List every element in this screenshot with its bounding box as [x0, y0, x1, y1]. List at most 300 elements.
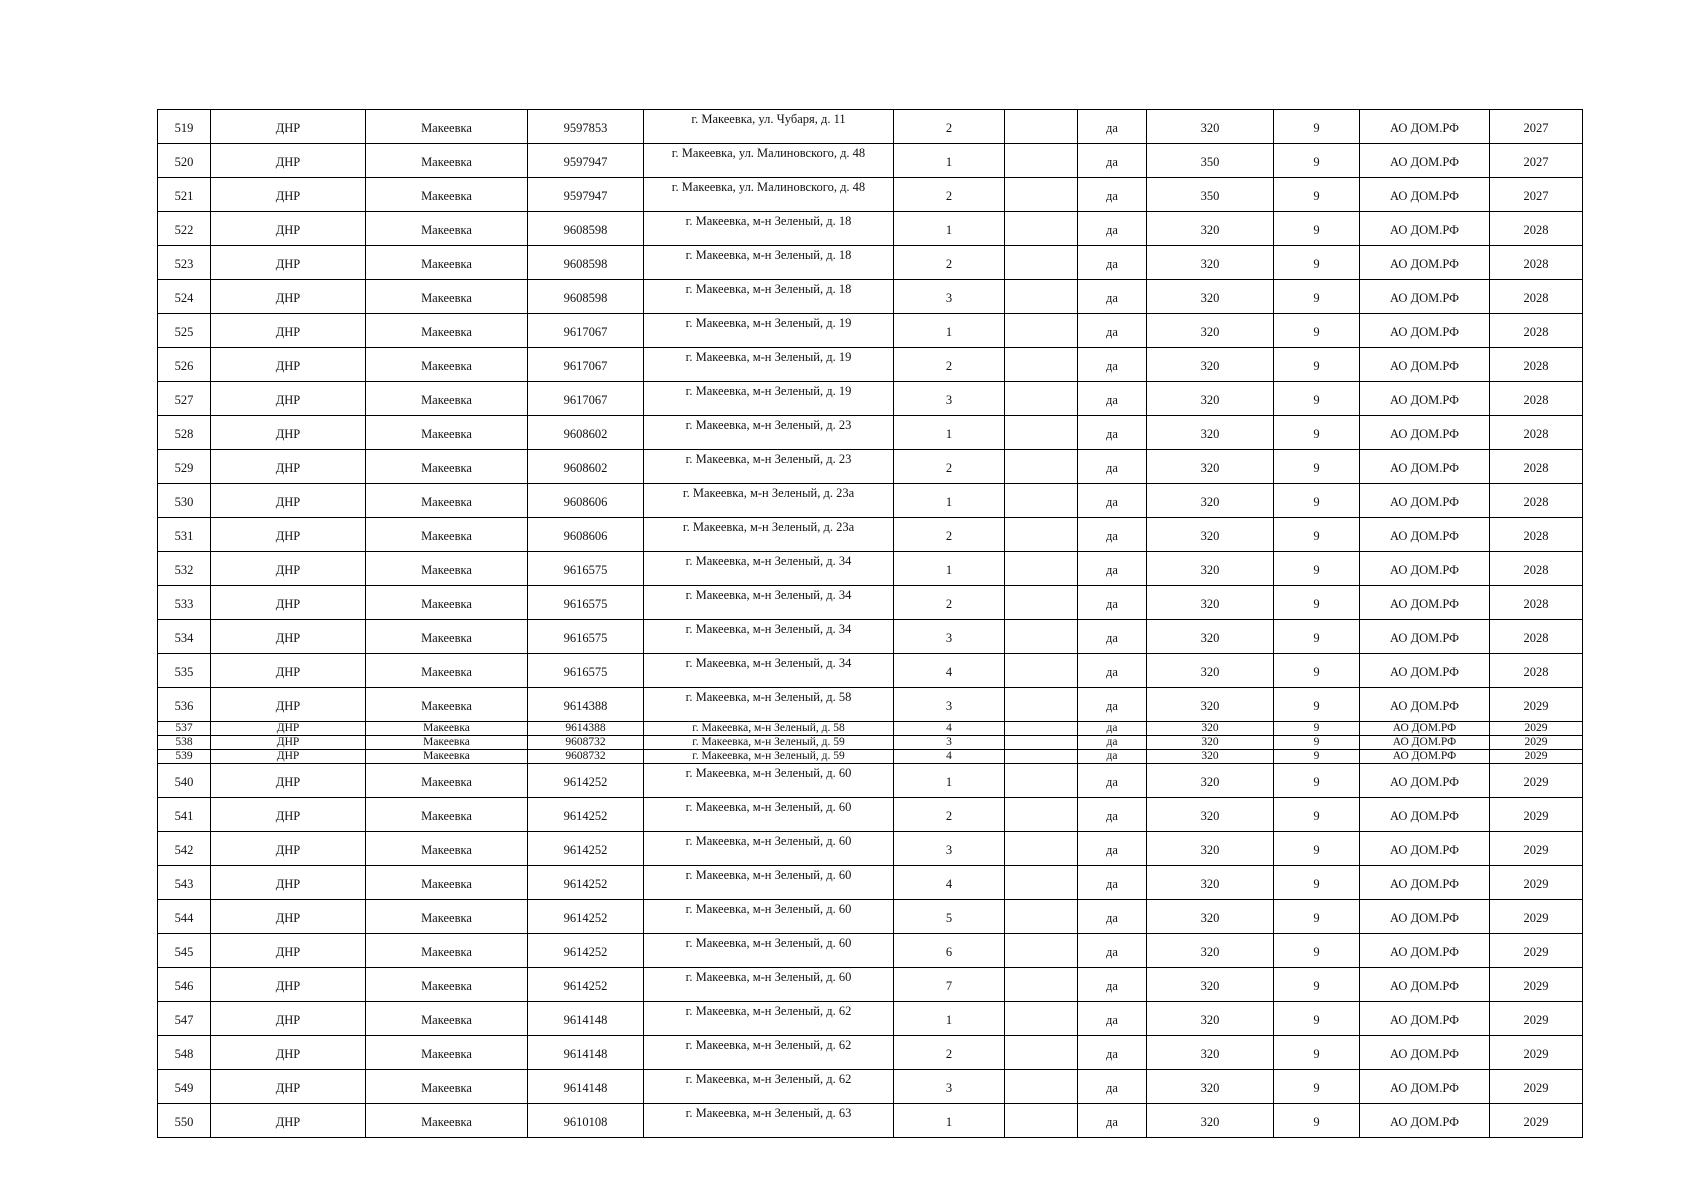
blank-cell: [1005, 1070, 1078, 1104]
address-cell: г. Макеевка, ул. Малиновского, д. 48: [644, 178, 894, 212]
address-cell: г. Макеевка, м-н Зеленый, д. 60: [644, 968, 894, 1002]
table-row: [158, 736, 1583, 750]
value-cell: 320: [1147, 450, 1274, 484]
year-cell: 2029: [1490, 750, 1583, 764]
row-number-cell: 530: [158, 484, 211, 518]
count-cell: 9: [1274, 246, 1360, 280]
object-id-cell: 9614252: [528, 832, 644, 866]
year-cell: 2029: [1490, 934, 1583, 968]
value-cell: 320: [1147, 382, 1274, 416]
count-cell: 9: [1274, 382, 1360, 416]
blank-cell: [1005, 348, 1078, 382]
region-cell: ДНР: [211, 178, 366, 212]
row-number-cell: 540: [158, 764, 211, 798]
count-cell: 9: [1274, 968, 1360, 1002]
organization-cell: АО ДОМ.РФ: [1360, 968, 1490, 1002]
city-cell: Макеевка: [366, 178, 528, 212]
year-cell: 2028: [1490, 518, 1583, 552]
object-id-cell: 9614148: [528, 1036, 644, 1070]
row-number-cell: 542: [158, 832, 211, 866]
region-cell: ДНР: [211, 416, 366, 450]
object-id-cell: 9597947: [528, 144, 644, 178]
city-cell: Макеевка: [366, 450, 528, 484]
address-cell: г. Макеевка, м-н Зеленый, д. 23а: [644, 484, 894, 518]
city-cell: Макеевка: [366, 764, 528, 798]
value-cell: 320: [1147, 764, 1274, 798]
row-number-cell: 520: [158, 144, 211, 178]
section-cell: 4: [894, 750, 1005, 764]
count-cell: 9: [1274, 688, 1360, 722]
organization-cell: АО ДОМ.РФ: [1360, 764, 1490, 798]
table-row: [158, 314, 1583, 348]
organization-cell: АО ДОМ.РФ: [1360, 832, 1490, 866]
blank-cell: [1005, 552, 1078, 586]
value-cell: 320: [1147, 586, 1274, 620]
region-cell: ДНР: [211, 866, 366, 900]
city-cell: Макеевка: [366, 722, 528, 736]
object-id-cell: 9614252: [528, 900, 644, 934]
city-cell: Макеевка: [366, 144, 528, 178]
object-id-cell: 9608732: [528, 750, 644, 764]
object-id-cell: 9608598: [528, 280, 644, 314]
address-cell: г. Макеевка, м-н Зеленый, д. 19: [644, 314, 894, 348]
region-cell: ДНР: [211, 900, 366, 934]
section-cell: 2: [894, 348, 1005, 382]
row-number-cell: 537: [158, 722, 211, 736]
flag-cell: да: [1078, 212, 1147, 246]
organization-cell: АО ДОМ.РФ: [1360, 586, 1490, 620]
region-cell: ДНР: [211, 1002, 366, 1036]
count-cell: 9: [1274, 750, 1360, 764]
address-cell: г. Макеевка, м-н Зеленый, д. 23: [644, 450, 894, 484]
table-row: [158, 144, 1583, 178]
value-cell: 320: [1147, 900, 1274, 934]
object-id-cell: 9614148: [528, 1070, 644, 1104]
table-row: [158, 934, 1583, 968]
document-page: [157, 109, 1582, 1138]
address-cell: г. Макеевка, м-н Зеленый, д. 34: [644, 552, 894, 586]
table-row: [158, 586, 1583, 620]
blank-cell: [1005, 722, 1078, 736]
region-cell: ДНР: [211, 280, 366, 314]
value-cell: 320: [1147, 1036, 1274, 1070]
count-cell: 9: [1274, 832, 1360, 866]
object-id-cell: 9617067: [528, 348, 644, 382]
section-cell: 3: [894, 1070, 1005, 1104]
year-cell: 2029: [1490, 832, 1583, 866]
region-cell: ДНР: [211, 586, 366, 620]
value-cell: 320: [1147, 552, 1274, 586]
city-cell: Макеевка: [366, 110, 528, 144]
blank-cell: [1005, 688, 1078, 722]
value-cell: 320: [1147, 1002, 1274, 1036]
count-cell: 9: [1274, 450, 1360, 484]
region-cell: ДНР: [211, 736, 366, 750]
year-cell: 2029: [1490, 1104, 1583, 1138]
row-number-cell: 519: [158, 110, 211, 144]
count-cell: 9: [1274, 518, 1360, 552]
section-cell: 1: [894, 1104, 1005, 1138]
flag-cell: да: [1078, 484, 1147, 518]
city-cell: Макеевка: [366, 314, 528, 348]
value-cell: 320: [1147, 314, 1274, 348]
region-cell: ДНР: [211, 518, 366, 552]
region-cell: ДНР: [211, 798, 366, 832]
table-row: [158, 866, 1583, 900]
row-number-cell: 544: [158, 900, 211, 934]
count-cell: 9: [1274, 178, 1360, 212]
organization-cell: АО ДОМ.РФ: [1360, 798, 1490, 832]
year-cell: 2028: [1490, 586, 1583, 620]
region-cell: ДНР: [211, 1036, 366, 1070]
flag-cell: да: [1078, 620, 1147, 654]
city-cell: Макеевка: [366, 246, 528, 280]
object-id-cell: 9614252: [528, 798, 644, 832]
count-cell: 9: [1274, 934, 1360, 968]
flag-cell: да: [1078, 750, 1147, 764]
table-row: [158, 552, 1583, 586]
value-cell: 320: [1147, 348, 1274, 382]
row-number-cell: 525: [158, 314, 211, 348]
count-cell: 9: [1274, 348, 1360, 382]
value-cell: 320: [1147, 484, 1274, 518]
blank-cell: [1005, 1002, 1078, 1036]
row-number-cell: 546: [158, 968, 211, 1002]
flag-cell: да: [1078, 280, 1147, 314]
section-cell: 4: [894, 866, 1005, 900]
section-cell: 3: [894, 832, 1005, 866]
organization-cell: АО ДОМ.РФ: [1360, 518, 1490, 552]
blank-cell: [1005, 900, 1078, 934]
row-number-cell: 526: [158, 348, 211, 382]
address-cell: г. Макеевка, м-н Зеленый, д. 62: [644, 1036, 894, 1070]
blank-cell: [1005, 736, 1078, 750]
year-cell: 2028: [1490, 246, 1583, 280]
section-cell: 1: [894, 212, 1005, 246]
value-cell: 320: [1147, 620, 1274, 654]
value-cell: 320: [1147, 518, 1274, 552]
count-cell: 9: [1274, 484, 1360, 518]
table-row: [158, 968, 1583, 1002]
value-cell: 350: [1147, 178, 1274, 212]
blank-cell: [1005, 764, 1078, 798]
row-number-cell: 527: [158, 382, 211, 416]
address-cell: г. Макеевка, м-н Зеленый, д. 62: [644, 1002, 894, 1036]
organization-cell: АО ДОМ.РФ: [1360, 314, 1490, 348]
address-cell: г. Макеевка, м-н Зеленый, д. 63: [644, 1104, 894, 1138]
value-cell: 320: [1147, 1104, 1274, 1138]
section-cell: 1: [894, 314, 1005, 348]
flag-cell: да: [1078, 348, 1147, 382]
section-cell: 4: [894, 722, 1005, 736]
object-id-cell: 9616575: [528, 552, 644, 586]
city-cell: Макеевка: [366, 688, 528, 722]
city-cell: Макеевка: [366, 654, 528, 688]
city-cell: Макеевка: [366, 968, 528, 1002]
organization-cell: АО ДОМ.РФ: [1360, 484, 1490, 518]
row-number-cell: 543: [158, 866, 211, 900]
blank-cell: [1005, 144, 1078, 178]
section-cell: 2: [894, 246, 1005, 280]
city-cell: Макеевка: [366, 934, 528, 968]
blank-cell: [1005, 586, 1078, 620]
section-cell: 1: [894, 1002, 1005, 1036]
year-cell: 2027: [1490, 144, 1583, 178]
address-cell: г. Макеевка, м-н Зеленый, д. 60: [644, 832, 894, 866]
object-id-cell: 9608606: [528, 518, 644, 552]
organization-cell: АО ДОМ.РФ: [1360, 620, 1490, 654]
address-cell: г. Макеевка, м-н Зеленый, д. 19: [644, 382, 894, 416]
organization-cell: АО ДОМ.РФ: [1360, 144, 1490, 178]
value-cell: 320: [1147, 736, 1274, 750]
table-row: [158, 764, 1583, 798]
organization-cell: АО ДОМ.РФ: [1360, 722, 1490, 736]
blank-cell: [1005, 968, 1078, 1002]
address-cell: г. Макеевка, м-н Зеленый, д. 59: [644, 750, 894, 764]
region-cell: ДНР: [211, 110, 366, 144]
blank-cell: [1005, 246, 1078, 280]
count-cell: 9: [1274, 1002, 1360, 1036]
region-cell: ДНР: [211, 450, 366, 484]
flag-cell: да: [1078, 382, 1147, 416]
value-cell: 320: [1147, 280, 1274, 314]
region-cell: ДНР: [211, 620, 366, 654]
region-cell: ДНР: [211, 654, 366, 688]
city-cell: Макеевка: [366, 900, 528, 934]
flag-cell: да: [1078, 518, 1147, 552]
table-row: [158, 212, 1583, 246]
section-cell: 1: [894, 552, 1005, 586]
value-cell: 320: [1147, 798, 1274, 832]
address-cell: г. Макеевка, м-н Зеленый, д. 59: [644, 736, 894, 750]
row-number-cell: 547: [158, 1002, 211, 1036]
flag-cell: да: [1078, 654, 1147, 688]
address-cell: г. Макеевка, м-н Зеленый, д. 62: [644, 1070, 894, 1104]
year-cell: 2027: [1490, 110, 1583, 144]
object-id-cell: 9597853: [528, 110, 644, 144]
count-cell: 9: [1274, 1036, 1360, 1070]
row-number-cell: 528: [158, 416, 211, 450]
address-cell: г. Макеевка, м-н Зеленый, д. 19: [644, 348, 894, 382]
section-cell: 3: [894, 382, 1005, 416]
organization-cell: АО ДОМ.РФ: [1360, 416, 1490, 450]
object-id-cell: 9608602: [528, 416, 644, 450]
organization-cell: АО ДОМ.РФ: [1360, 654, 1490, 688]
object-id-cell: 9608732: [528, 736, 644, 750]
city-cell: Макеевка: [366, 620, 528, 654]
flag-cell: да: [1078, 688, 1147, 722]
object-id-cell: 9614252: [528, 866, 644, 900]
table-row: [158, 1070, 1583, 1104]
value-cell: 320: [1147, 866, 1274, 900]
table-row: [158, 722, 1583, 736]
organization-cell: АО ДОМ.РФ: [1360, 382, 1490, 416]
data-table: [157, 109, 1583, 1138]
row-number-cell: 538: [158, 736, 211, 750]
section-cell: 3: [894, 620, 1005, 654]
address-cell: г. Макеевка, м-н Зеленый, д. 23: [644, 416, 894, 450]
flag-cell: да: [1078, 934, 1147, 968]
count-cell: 9: [1274, 552, 1360, 586]
city-cell: Макеевка: [366, 1002, 528, 1036]
object-id-cell: 9617067: [528, 314, 644, 348]
table-row: [158, 416, 1583, 450]
section-cell: 3: [894, 688, 1005, 722]
address-cell: г. Макеевка, ул. Чубаря, д. 11: [644, 110, 894, 144]
table-row: [158, 900, 1583, 934]
blank-cell: [1005, 750, 1078, 764]
row-number-cell: 548: [158, 1036, 211, 1070]
object-id-cell: 9614252: [528, 764, 644, 798]
flag-cell: да: [1078, 1104, 1147, 1138]
organization-cell: АО ДОМ.РФ: [1360, 1036, 1490, 1070]
row-number-cell: 533: [158, 586, 211, 620]
region-cell: ДНР: [211, 246, 366, 280]
organization-cell: АО ДОМ.РФ: [1360, 178, 1490, 212]
address-cell: г. Макеевка, м-н Зеленый, д. 18: [644, 246, 894, 280]
flag-cell: да: [1078, 736, 1147, 750]
flag-cell: да: [1078, 1070, 1147, 1104]
row-number-cell: 531: [158, 518, 211, 552]
table-row: [158, 450, 1583, 484]
blank-cell: [1005, 212, 1078, 246]
year-cell: 2029: [1490, 798, 1583, 832]
region-cell: ДНР: [211, 934, 366, 968]
region-cell: ДНР: [211, 832, 366, 866]
count-cell: 9: [1274, 866, 1360, 900]
count-cell: 9: [1274, 1104, 1360, 1138]
table-row: [158, 688, 1583, 722]
organization-cell: АО ДОМ.РФ: [1360, 1070, 1490, 1104]
organization-cell: АО ДОМ.РФ: [1360, 1104, 1490, 1138]
city-cell: Макеевка: [366, 280, 528, 314]
row-number-cell: 549: [158, 1070, 211, 1104]
section-cell: 1: [894, 484, 1005, 518]
organization-cell: АО ДОМ.РФ: [1360, 934, 1490, 968]
value-cell: 320: [1147, 416, 1274, 450]
flag-cell: да: [1078, 144, 1147, 178]
year-cell: 2029: [1490, 1002, 1583, 1036]
section-cell: 6: [894, 934, 1005, 968]
blank-cell: [1005, 620, 1078, 654]
table-row: [158, 382, 1583, 416]
region-cell: ДНР: [211, 144, 366, 178]
row-number-cell: 529: [158, 450, 211, 484]
blank-cell: [1005, 1104, 1078, 1138]
city-cell: Макеевка: [366, 212, 528, 246]
table-row: [158, 178, 1583, 212]
value-cell: 320: [1147, 968, 1274, 1002]
address-cell: г. Макеевка, м-н Зеленый, д. 34: [644, 654, 894, 688]
blank-cell: [1005, 314, 1078, 348]
count-cell: 9: [1274, 144, 1360, 178]
city-cell: Макеевка: [366, 798, 528, 832]
organization-cell: АО ДОМ.РФ: [1360, 212, 1490, 246]
organization-cell: АО ДОМ.РФ: [1360, 900, 1490, 934]
year-cell: 2028: [1490, 450, 1583, 484]
count-cell: 9: [1274, 722, 1360, 736]
table-row: [158, 750, 1583, 764]
year-cell: 2029: [1490, 1036, 1583, 1070]
count-cell: 9: [1274, 736, 1360, 750]
region-cell: ДНР: [211, 348, 366, 382]
object-id-cell: 9616575: [528, 586, 644, 620]
table-row: [158, 484, 1583, 518]
year-cell: 2027: [1490, 178, 1583, 212]
address-cell: г. Макеевка, м-н Зеленый, д. 18: [644, 212, 894, 246]
address-cell: г. Макеевка, м-н Зеленый, д. 18: [644, 280, 894, 314]
city-cell: Макеевка: [366, 736, 528, 750]
object-id-cell: 9617067: [528, 382, 644, 416]
section-cell: 3: [894, 280, 1005, 314]
region-cell: ДНР: [211, 1070, 366, 1104]
count-cell: 9: [1274, 110, 1360, 144]
object-id-cell: 9597947: [528, 178, 644, 212]
flag-cell: да: [1078, 798, 1147, 832]
organization-cell: АО ДОМ.РФ: [1360, 246, 1490, 280]
flag-cell: да: [1078, 314, 1147, 348]
organization-cell: АО ДОМ.РФ: [1360, 110, 1490, 144]
value-cell: 320: [1147, 246, 1274, 280]
section-cell: 2: [894, 450, 1005, 484]
section-cell: 2: [894, 586, 1005, 620]
count-cell: 9: [1274, 620, 1360, 654]
city-cell: Макеевка: [366, 1070, 528, 1104]
year-cell: 2029: [1490, 968, 1583, 1002]
blank-cell: [1005, 832, 1078, 866]
organization-cell: АО ДОМ.РФ: [1360, 750, 1490, 764]
address-cell: г. Макеевка, м-н Зеленый, д. 23а: [644, 518, 894, 552]
section-cell: 2: [894, 518, 1005, 552]
table-row: [158, 518, 1583, 552]
region-cell: ДНР: [211, 382, 366, 416]
count-cell: 9: [1274, 654, 1360, 688]
flag-cell: да: [1078, 832, 1147, 866]
object-id-cell: 9608598: [528, 246, 644, 280]
address-cell: г. Макеевка, ул. Малиновского, д. 48: [644, 144, 894, 178]
year-cell: 2028: [1490, 552, 1583, 586]
address-cell: г. Макеевка, м-н Зеленый, д. 60: [644, 900, 894, 934]
address-cell: г. Макеевка, м-н Зеленый, д. 34: [644, 620, 894, 654]
count-cell: 9: [1274, 764, 1360, 798]
address-cell: г. Макеевка, м-н Зеленый, д. 58: [644, 722, 894, 736]
object-id-cell: 9614388: [528, 688, 644, 722]
year-cell: 2028: [1490, 314, 1583, 348]
section-cell: 1: [894, 144, 1005, 178]
address-cell: г. Макеевка, м-н Зеленый, д. 60: [644, 764, 894, 798]
year-cell: 2029: [1490, 736, 1583, 750]
year-cell: 2029: [1490, 764, 1583, 798]
region-cell: ДНР: [211, 1104, 366, 1138]
blank-cell: [1005, 518, 1078, 552]
year-cell: 2029: [1490, 866, 1583, 900]
year-cell: 2028: [1490, 484, 1583, 518]
organization-cell: АО ДОМ.РФ: [1360, 736, 1490, 750]
blank-cell: [1005, 1036, 1078, 1070]
row-number-cell: 536: [158, 688, 211, 722]
object-id-cell: 9614148: [528, 1002, 644, 1036]
year-cell: 2028: [1490, 212, 1583, 246]
address-cell: г. Макеевка, м-н Зеленый, д. 60: [644, 866, 894, 900]
count-cell: 9: [1274, 1070, 1360, 1104]
region-cell: ДНР: [211, 968, 366, 1002]
region-cell: ДНР: [211, 764, 366, 798]
table-row: [158, 280, 1583, 314]
city-cell: Макеевка: [366, 518, 528, 552]
object-id-cell: 9614252: [528, 934, 644, 968]
table-row: [158, 832, 1583, 866]
city-cell: Макеевка: [366, 750, 528, 764]
